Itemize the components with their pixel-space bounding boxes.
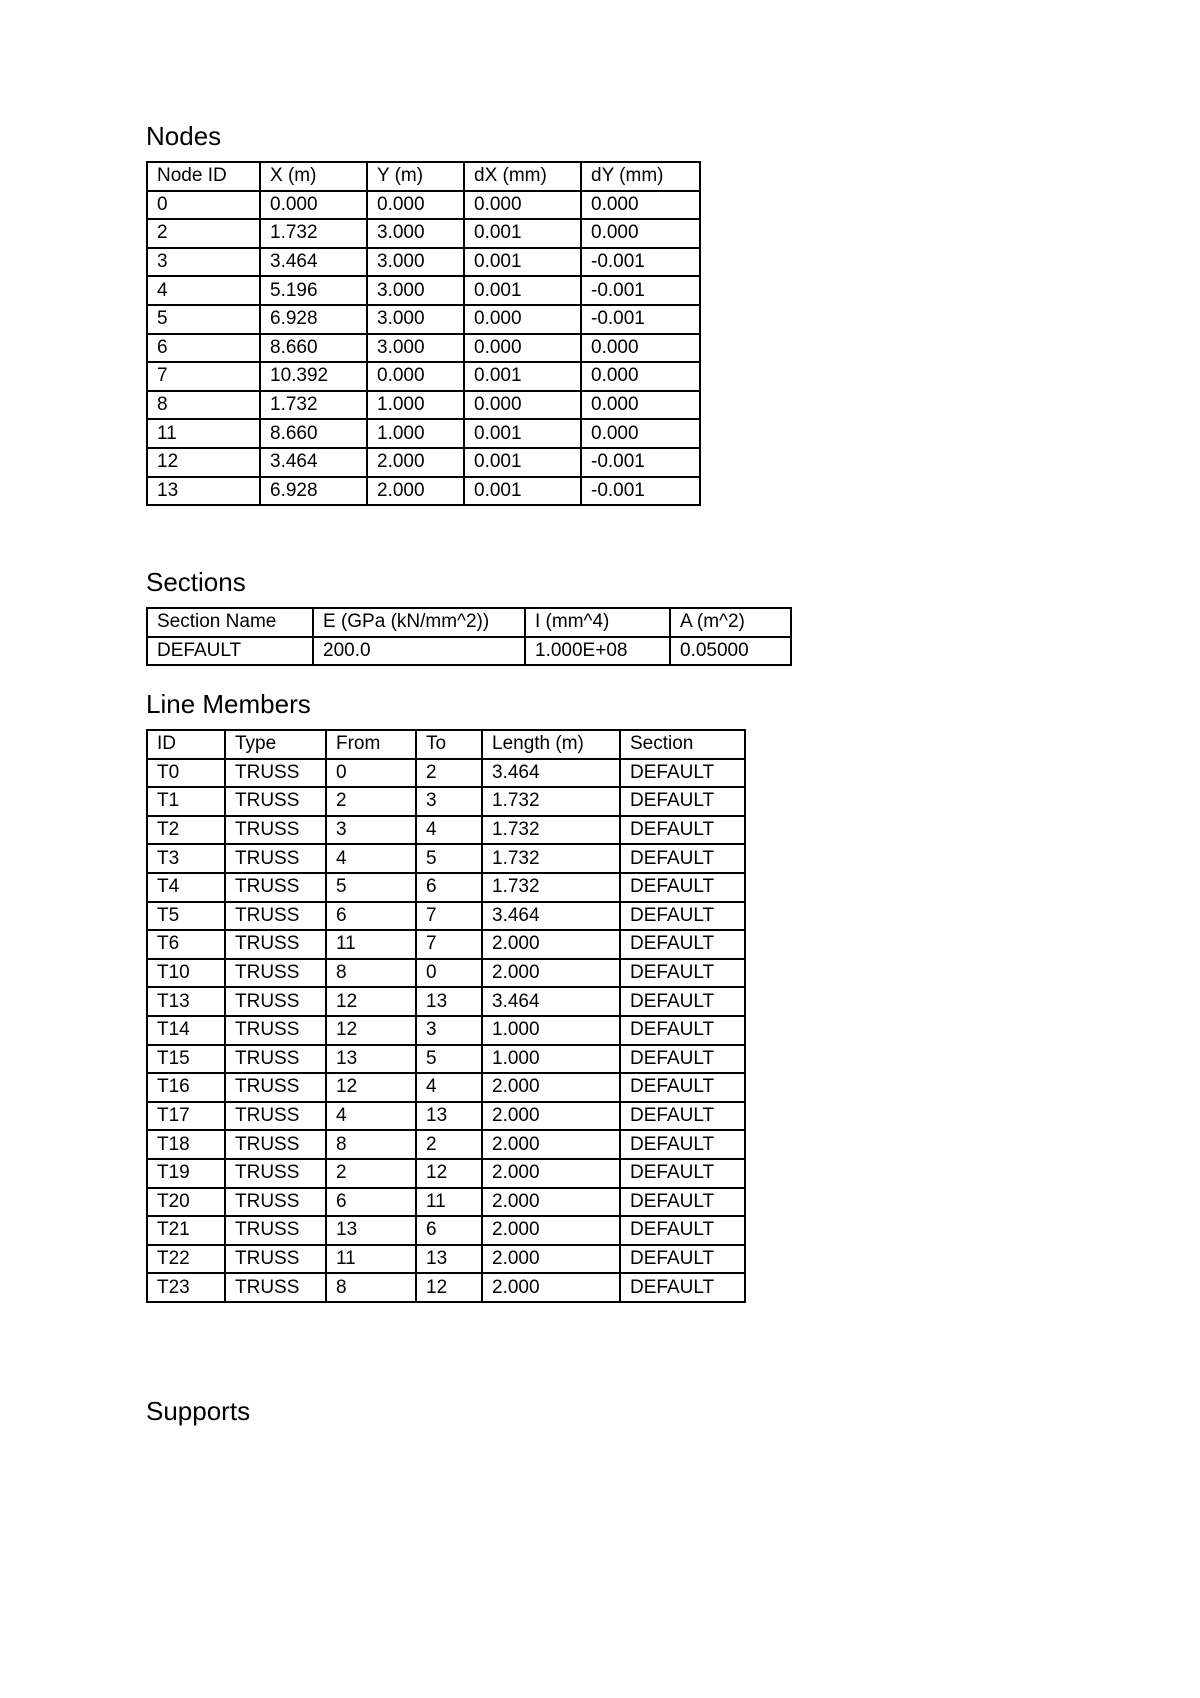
table-cell: 4 xyxy=(416,1073,482,1102)
table-cell: 1.000 xyxy=(482,1045,620,1074)
table-cell: 0.000 xyxy=(367,191,464,220)
table-cell: 6 xyxy=(326,902,416,931)
table-cell: T10 xyxy=(147,959,225,988)
table-cell: 12 xyxy=(416,1159,482,1188)
table-row xyxy=(147,391,700,420)
table-cell: 2.000 xyxy=(482,1102,620,1131)
table-cell: 3.464 xyxy=(482,987,620,1016)
table-row xyxy=(147,448,700,477)
table-cell: 3 xyxy=(147,248,260,277)
table-cell: DEFAULT xyxy=(620,787,745,816)
line-members-header-from: From xyxy=(326,730,416,759)
table-row xyxy=(147,191,700,220)
table-cell: T16 xyxy=(147,1073,225,1102)
table-cell: 8.660 xyxy=(260,334,367,363)
line-members-header-row xyxy=(147,730,745,759)
sections-header-name: Section Name xyxy=(147,608,313,637)
table-cell: 12 xyxy=(326,987,416,1016)
table-cell: 5.196 xyxy=(260,276,367,305)
table-cell: 1.732 xyxy=(482,787,620,816)
table-cell: 0.000 xyxy=(581,219,700,248)
nodes-header-x: X (m) xyxy=(260,162,367,191)
table-cell: 2.000 xyxy=(482,1159,620,1188)
table-cell: TRUSS xyxy=(225,959,326,988)
table-cell: T2 xyxy=(147,816,225,845)
table-cell: 3.000 xyxy=(367,334,464,363)
nodes-header-dy: dY (mm) xyxy=(581,162,700,191)
line-members-header-section: Section xyxy=(620,730,745,759)
table-cell: TRUSS xyxy=(225,1273,326,1302)
table-cell: 11 xyxy=(147,419,260,448)
nodes-table xyxy=(146,161,701,506)
table-row xyxy=(147,1216,745,1245)
table-cell: 2.000 xyxy=(482,930,620,959)
line-members-heading: Line Members xyxy=(146,689,311,719)
table-cell: 0.000 xyxy=(581,191,700,220)
nodes-header-y: Y (m) xyxy=(367,162,464,191)
table-cell: 11 xyxy=(326,1245,416,1274)
table-cell: 1.732 xyxy=(482,844,620,873)
table-cell: 4 xyxy=(416,816,482,845)
table-row xyxy=(147,759,745,788)
table-cell: 3.000 xyxy=(367,276,464,305)
table-row xyxy=(147,844,745,873)
table-cell: DEFAULT xyxy=(620,816,745,845)
table-cell: T17 xyxy=(147,1102,225,1131)
table-cell: TRUSS xyxy=(225,1130,326,1159)
table-cell: 13 xyxy=(416,1102,482,1131)
table-cell: DEFAULT xyxy=(620,1130,745,1159)
table-row xyxy=(147,477,700,506)
table-cell: 12 xyxy=(416,1273,482,1302)
table-cell: 3.464 xyxy=(260,248,367,277)
table-cell: T22 xyxy=(147,1245,225,1274)
table-row xyxy=(147,1073,745,1102)
table-cell: T6 xyxy=(147,930,225,959)
table-cell: 4 xyxy=(326,1102,416,1131)
table-cell: 0.001 xyxy=(464,276,581,305)
table-cell: -0.001 xyxy=(581,305,700,334)
table-cell: DEFAULT xyxy=(620,902,745,931)
table-cell: 6.928 xyxy=(260,477,367,506)
table-cell: 0.000 xyxy=(581,362,700,391)
table-cell: 8 xyxy=(326,959,416,988)
table-cell: 0.000 xyxy=(581,334,700,363)
table-cell: T18 xyxy=(147,1130,225,1159)
table-cell: 1.732 xyxy=(260,219,367,248)
table-cell: 0.000 xyxy=(464,305,581,334)
table-row xyxy=(147,902,745,931)
table-cell: 2.000 xyxy=(482,1216,620,1245)
table-cell: T20 xyxy=(147,1188,225,1217)
table-cell: DEFAULT xyxy=(620,844,745,873)
table-cell: DEFAULT xyxy=(620,1102,745,1131)
table-row xyxy=(147,219,700,248)
table-cell: -0.001 xyxy=(581,276,700,305)
line-members-header-to: To xyxy=(416,730,482,759)
table-cell: 3 xyxy=(416,787,482,816)
table-row xyxy=(147,1130,745,1159)
table-cell: DEFAULT xyxy=(620,1273,745,1302)
table-cell: DEFAULT xyxy=(620,1159,745,1188)
table-row xyxy=(147,1159,745,1188)
table-cell: DEFAULT xyxy=(620,759,745,788)
table-cell: TRUSS xyxy=(225,816,326,845)
table-cell: 200.0 xyxy=(313,637,525,666)
table-row xyxy=(147,637,791,666)
table-cell: 0 xyxy=(147,191,260,220)
table-row xyxy=(147,930,745,959)
table-cell: TRUSS xyxy=(225,759,326,788)
table-cell: T13 xyxy=(147,987,225,1016)
sections-heading: Sections xyxy=(146,567,246,597)
table-cell: DEFAULT xyxy=(620,987,745,1016)
table-row xyxy=(147,334,700,363)
table-row xyxy=(147,873,745,902)
table-cell: 12 xyxy=(147,448,260,477)
table-row xyxy=(147,1245,745,1274)
table-cell: 13 xyxy=(147,477,260,506)
table-row xyxy=(147,305,700,334)
table-cell: 1.732 xyxy=(482,816,620,845)
table-row xyxy=(147,248,700,277)
table-cell: 13 xyxy=(326,1216,416,1245)
table-cell: TRUSS xyxy=(225,787,326,816)
table-cell: DEFAULT xyxy=(620,1245,745,1274)
table-cell: 0.000 xyxy=(367,362,464,391)
table-cell: 2 xyxy=(326,787,416,816)
table-cell: 2.000 xyxy=(482,1188,620,1217)
table-cell: 2 xyxy=(416,759,482,788)
table-cell: 2.000 xyxy=(482,1273,620,1302)
table-cell: 6 xyxy=(416,873,482,902)
table-cell: 1.732 xyxy=(260,391,367,420)
sections-header-e: E (GPa (kN/mm^2)) xyxy=(313,608,525,637)
table-cell: 3.464 xyxy=(260,448,367,477)
table-cell: TRUSS xyxy=(225,1073,326,1102)
table-cell: 8 xyxy=(326,1130,416,1159)
sections-header-row xyxy=(147,608,791,637)
table-cell: 13 xyxy=(416,987,482,1016)
table-row xyxy=(147,1016,745,1045)
sections-header-i: I (mm^4) xyxy=(525,608,670,637)
table-cell: T15 xyxy=(147,1045,225,1074)
table-cell: 0.001 xyxy=(464,219,581,248)
table-cell: 3 xyxy=(326,816,416,845)
table-cell: 2.000 xyxy=(367,448,464,477)
table-cell: DEFAULT xyxy=(620,930,745,959)
table-cell: T0 xyxy=(147,759,225,788)
table-cell: 0.001 xyxy=(464,419,581,448)
table-row xyxy=(147,959,745,988)
table-cell: 6 xyxy=(147,334,260,363)
table-cell: 2.000 xyxy=(482,1245,620,1274)
table-cell: 12 xyxy=(326,1073,416,1102)
table-cell: DEFAULT xyxy=(620,1016,745,1045)
table-cell: 7 xyxy=(147,362,260,391)
table-cell: 0.000 xyxy=(464,334,581,363)
table-cell: TRUSS xyxy=(225,873,326,902)
table-cell: TRUSS xyxy=(225,1159,326,1188)
table-cell: 2.000 xyxy=(482,1130,620,1159)
table-cell: DEFAULT xyxy=(147,637,313,666)
table-cell: 1.000 xyxy=(367,419,464,448)
table-cell: 10.392 xyxy=(260,362,367,391)
table-cell: DEFAULT xyxy=(620,1073,745,1102)
table-row xyxy=(147,1045,745,1074)
table-cell: 5 xyxy=(416,1045,482,1074)
table-cell: 6 xyxy=(416,1216,482,1245)
table-cell: 11 xyxy=(326,930,416,959)
table-cell: T4 xyxy=(147,873,225,902)
table-row xyxy=(147,987,745,1016)
table-cell: -0.001 xyxy=(581,477,700,506)
table-cell: 2 xyxy=(326,1159,416,1188)
table-cell: 3.000 xyxy=(367,248,464,277)
table-cell: 3 xyxy=(416,1016,482,1045)
table-cell: 4 xyxy=(326,844,416,873)
table-cell: 8 xyxy=(326,1273,416,1302)
table-cell: T21 xyxy=(147,1216,225,1245)
table-row xyxy=(147,1273,745,1302)
table-cell: T19 xyxy=(147,1159,225,1188)
table-cell: 1.732 xyxy=(482,873,620,902)
table-cell: 1.000E+08 xyxy=(525,637,670,666)
table-cell: 0.000 xyxy=(581,419,700,448)
table-cell: T5 xyxy=(147,902,225,931)
sections-table-body xyxy=(147,637,791,666)
line-members-header-type: Type xyxy=(225,730,326,759)
table-cell: 2 xyxy=(416,1130,482,1159)
table-cell: T14 xyxy=(147,1016,225,1045)
table-cell: 8.660 xyxy=(260,419,367,448)
table-cell: 1.000 xyxy=(482,1016,620,1045)
table-cell: 2.000 xyxy=(482,959,620,988)
table-row xyxy=(147,419,700,448)
table-cell: 0.000 xyxy=(581,391,700,420)
table-cell: 5 xyxy=(326,873,416,902)
table-cell: 0.001 xyxy=(464,362,581,391)
table-cell: T1 xyxy=(147,787,225,816)
table-cell: 2 xyxy=(147,219,260,248)
table-cell: DEFAULT xyxy=(620,1188,745,1217)
nodes-heading: Nodes xyxy=(146,121,222,151)
table-cell: 0.000 xyxy=(464,191,581,220)
table-cell: TRUSS xyxy=(225,1216,326,1245)
table-cell: 6 xyxy=(326,1188,416,1217)
supports-heading: Supports xyxy=(146,1396,251,1426)
table-cell: TRUSS xyxy=(225,902,326,931)
line-members-table xyxy=(146,729,746,1303)
table-cell: 0.000 xyxy=(464,391,581,420)
table-cell: DEFAULT xyxy=(620,1045,745,1074)
table-cell: 1.000 xyxy=(367,391,464,420)
table-cell: -0.001 xyxy=(581,248,700,277)
table-row xyxy=(147,1102,745,1131)
line-members-table-body xyxy=(147,759,745,1302)
nodes-table-body xyxy=(147,191,700,506)
table-cell: 7 xyxy=(416,930,482,959)
table-cell: TRUSS xyxy=(225,987,326,1016)
table-cell: TRUSS xyxy=(225,844,326,873)
table-cell: DEFAULT xyxy=(620,873,745,902)
table-cell: 13 xyxy=(326,1045,416,1074)
table-cell: 0.001 xyxy=(464,477,581,506)
table-cell: DEFAULT xyxy=(620,959,745,988)
table-row xyxy=(147,1188,745,1217)
table-cell: 13 xyxy=(416,1245,482,1274)
table-cell: TRUSS xyxy=(225,1245,326,1274)
table-cell: 3.000 xyxy=(367,219,464,248)
table-row xyxy=(147,362,700,391)
table-cell: 0 xyxy=(416,959,482,988)
table-cell: 0.001 xyxy=(464,248,581,277)
table-cell: 0.001 xyxy=(464,448,581,477)
nodes-header-dx: dX (mm) xyxy=(464,162,581,191)
table-row xyxy=(147,276,700,305)
table-row xyxy=(147,816,745,845)
table-cell: 0.05000 xyxy=(670,637,791,666)
table-cell: 8 xyxy=(147,391,260,420)
sections-header-a: A (m^2) xyxy=(670,608,791,637)
table-cell: -0.001 xyxy=(581,448,700,477)
table-cell: 2.000 xyxy=(482,1073,620,1102)
table-cell: 0.000 xyxy=(260,191,367,220)
table-cell: 5 xyxy=(416,844,482,873)
table-cell: 12 xyxy=(326,1016,416,1045)
nodes-header-row xyxy=(147,162,700,191)
table-cell: TRUSS xyxy=(225,1188,326,1217)
table-cell: 3.000 xyxy=(367,305,464,334)
sections-table xyxy=(146,607,792,666)
table-cell: 0 xyxy=(326,759,416,788)
table-cell: T3 xyxy=(147,844,225,873)
table-cell: 5 xyxy=(147,305,260,334)
table-cell: TRUSS xyxy=(225,930,326,959)
table-cell: 2.000 xyxy=(367,477,464,506)
table-cell: 11 xyxy=(416,1188,482,1217)
table-cell: 7 xyxy=(416,902,482,931)
table-cell: TRUSS xyxy=(225,1102,326,1131)
table-cell: 3.464 xyxy=(482,759,620,788)
table-cell: TRUSS xyxy=(225,1016,326,1045)
table-cell: TRUSS xyxy=(225,1045,326,1074)
table-cell: T23 xyxy=(147,1273,225,1302)
table-cell: DEFAULT xyxy=(620,1216,745,1245)
table-row xyxy=(147,787,745,816)
table-cell: 3.464 xyxy=(482,902,620,931)
table-cell: 4 xyxy=(147,276,260,305)
line-members-header-id: ID xyxy=(147,730,225,759)
line-members-header-length: Length (m) xyxy=(482,730,620,759)
table-cell: 6.928 xyxy=(260,305,367,334)
nodes-header-node-id: Node ID xyxy=(147,162,260,191)
